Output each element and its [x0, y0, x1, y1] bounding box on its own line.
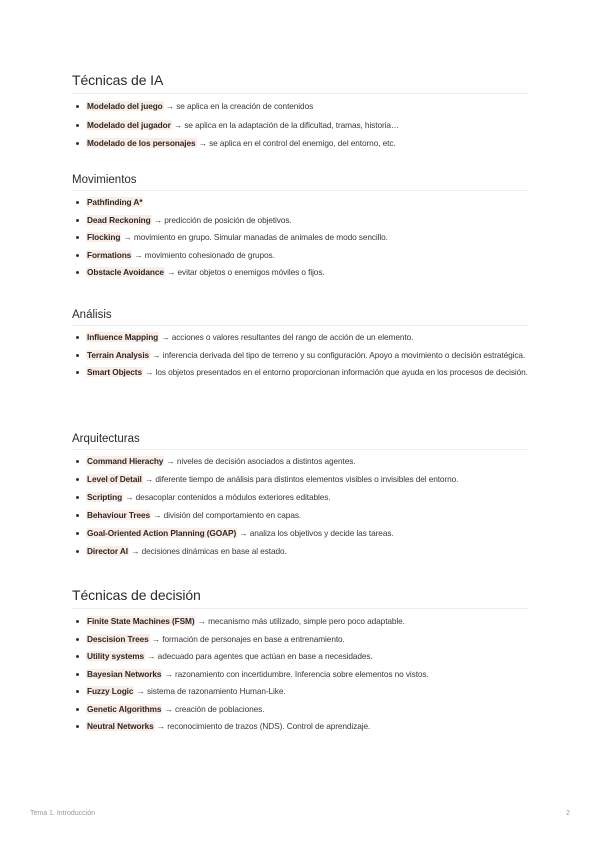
item-term: Descision Trees — [87, 633, 149, 644]
item-description: → desacoplar contenidos a módulos exteriores editables. — [123, 492, 331, 502]
item-description: → división del comportamiento en capas. — [151, 510, 302, 520]
section-tecnicas-decision — [72, 587, 528, 733]
bullet-icon — [76, 725, 79, 728]
item-description: → razonamiento con incertidumbre. Inferencia sobre elementos no vistos. — [162, 668, 429, 679]
bullet-list — [72, 615, 528, 733]
item-term: Utility systems — [87, 651, 145, 661]
list-item — [72, 137, 528, 150]
list-item — [72, 509, 528, 522]
list-item — [72, 100, 528, 113]
item-term: Dead Reckoning — [87, 214, 151, 225]
section-heading: Movimientos — [72, 174, 528, 191]
item-description: → los objetos presentados en el entorno proporcionan información que ayuda en los procesos de decisión. — [142, 367, 528, 377]
section-movimientos — [72, 174, 528, 279]
item-term: Finite State Machines (FSM) — [87, 616, 195, 626]
item-term: Modelado del jugador — [87, 119, 171, 130]
bullet-icon — [76, 336, 79, 339]
bullet-list — [72, 331, 528, 379]
item-description: → adecuado para agentes que actúan en base a necesidades. — [145, 651, 373, 661]
bullet-list — [72, 100, 528, 150]
list-item — [72, 349, 528, 362]
item-term: Director AI — [87, 546, 129, 556]
bullet-icon — [76, 124, 79, 127]
item-term: Modelado del juego — [87, 101, 163, 111]
list-item — [72, 119, 528, 132]
bullet-icon — [76, 478, 79, 481]
list-item — [72, 703, 528, 716]
section-arquitecturas — [72, 433, 528, 558]
section-heading: Análisis — [72, 309, 528, 326]
list-item — [72, 491, 528, 504]
item-term: Influence Mapping — [87, 332, 159, 342]
bullet-icon — [76, 550, 79, 553]
item-term: Modelado de los personajes — [87, 138, 196, 148]
item-term: Genetic Algorithms — [87, 703, 162, 714]
bullet-icon — [76, 532, 79, 535]
bullet-icon — [76, 655, 79, 658]
list-item — [72, 331, 528, 344]
item-term: Behaviour Trees — [87, 510, 151, 520]
bullet-list — [72, 455, 528, 558]
item-description: → mecanismo más utilizado, simple pero poco adaptable. — [195, 616, 405, 626]
bullet-icon — [76, 236, 79, 239]
item-term: Bayesian Networks — [87, 668, 162, 679]
list-item — [72, 633, 528, 646]
bullet-icon — [76, 514, 79, 517]
item-description: → se aplica en el control del enemigo, del entorno, etc. — [196, 138, 396, 148]
section-heading: Técnicas de decisión — [72, 587, 528, 609]
item-term: Fuzzy Logic — [87, 686, 134, 696]
bullet-icon — [76, 690, 79, 693]
footer-page-number: 2 — [566, 810, 570, 817]
item-description: → niveles de decisión asociados a distintos agentes. — [164, 456, 356, 466]
item-description: → predicción de posición de objetivos. — [151, 214, 292, 225]
item-description: → evitar objetos o enemigos móviles o fijos. — [164, 267, 325, 277]
item-description: → inferencia derivada del tipo de terreno y su configuración. Apoyo a movimiento o decisión estratégica. — [150, 349, 526, 360]
item-term: Scripting — [87, 492, 123, 502]
item-term: Formations — [87, 249, 132, 260]
list-item — [72, 527, 528, 540]
item-description: → analiza los objetivos y decide las tareas. — [237, 528, 394, 538]
list-item — [72, 214, 528, 227]
item-description: → diferente tiempo de análisis para distintos elementos visibles o invisibles del entorno. — [142, 474, 459, 484]
item-term: Obstacle Avoidance — [87, 267, 164, 277]
item-description: → formación de personajes en base a entrenamiento. — [149, 633, 345, 644]
bullet-icon — [76, 638, 79, 641]
item-description: → se aplica en la creación de contenidos — [163, 101, 314, 111]
item-term: Command Hierachy — [87, 456, 164, 466]
item-term: Flocking — [87, 232, 121, 242]
bullet-icon — [76, 673, 79, 676]
item-description: → reconocimiento de trazos (NDS). Control de aprendizaje. — [154, 721, 371, 731]
section-heading: Arquitecturas — [72, 433, 528, 450]
bullet-icon — [76, 620, 79, 623]
bullet-icon — [76, 460, 79, 463]
list-item — [72, 615, 528, 628]
item-term: Goal-Oriented Action Planning (GOAP) — [87, 528, 237, 538]
bullet-icon — [76, 371, 79, 374]
list-item — [72, 249, 528, 262]
list-item — [72, 266, 528, 279]
item-description: → decisiones dinámicas en base al estado. — [129, 546, 287, 556]
item-term: Pathfinding A* — [87, 197, 143, 207]
list-item — [72, 685, 528, 698]
bullet-icon — [76, 105, 79, 108]
item-description: → acciones o valores resultantes del rango de acción de un elemento. — [159, 332, 414, 342]
section-tecnicas-ia — [72, 72, 528, 150]
footer-chapter-title: Tema 1. Introducción — [30, 810, 95, 817]
list-item — [72, 196, 528, 209]
bullet-list — [72, 196, 528, 279]
item-term: Level of Detail — [87, 474, 142, 484]
section-heading: Técnicas de IA — [72, 72, 528, 94]
bullet-icon — [76, 708, 79, 711]
list-item — [72, 366, 528, 379]
item-term: Smart Objects — [87, 367, 142, 377]
list-item — [72, 720, 528, 733]
list-item — [72, 545, 528, 558]
item-description: → se aplica en la adaptación de la dificultad, tramas, historia… — [171, 119, 400, 130]
list-item — [72, 473, 528, 486]
list-item — [72, 455, 528, 468]
section-analisis — [72, 309, 528, 379]
item-description: → movimiento cohesionado de grupos. — [132, 249, 275, 260]
bullet-icon — [76, 142, 79, 145]
bullet-icon — [76, 219, 79, 222]
list-item — [72, 231, 528, 244]
item-description: → sistema de razonamiento Human-Like. — [134, 686, 286, 696]
bullet-icon — [76, 271, 79, 274]
bullet-icon — [76, 254, 79, 257]
bullet-icon — [76, 201, 79, 204]
item-description: → movimiento en grupo. Simular manadas de animales de modo sencillo. — [121, 232, 388, 242]
list-item — [72, 650, 528, 663]
item-term: Neutral Networks — [87, 721, 154, 731]
bullet-icon — [76, 496, 79, 499]
item-term: Terrain Analysis — [87, 349, 150, 360]
bullet-icon — [76, 354, 79, 357]
list-item — [72, 668, 528, 681]
item-description: → creación de poblaciones. — [162, 703, 265, 714]
